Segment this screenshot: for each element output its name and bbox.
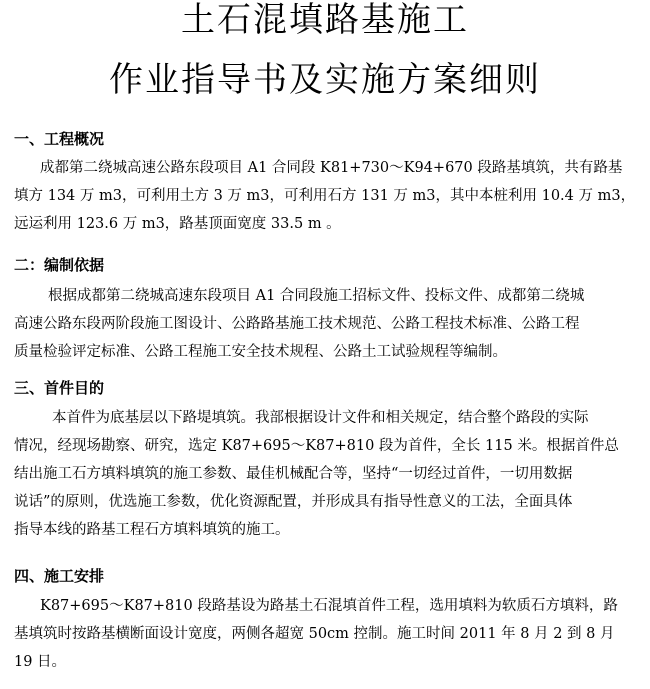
- section-heading-schedule: 四、施工安排: [14, 567, 105, 585]
- section-heading-overview: 一、工程概况: [14, 130, 105, 148]
- paragraph-line: 质量检验评定标准、公路工程施工安全技术规程、公路土工试验规程等编制。: [14, 344, 507, 360]
- paragraph-line: 高速公路东段两阶段施工图设计、公路路基施工技术规范、公路工程技术标准、公路工程: [14, 316, 580, 332]
- section-heading-basis: 二：编制依据: [14, 256, 105, 274]
- paragraph-line: 结出施工石方填料填筑的施工参数、最佳机械配合等，坚持“一切经过首件，一切用数据: [14, 466, 573, 482]
- section-body-purpose: [14, 404, 638, 544]
- document-title-line-1: 土石混填路基施工: [181, 0, 469, 40]
- paragraph-line: 说话”的原则，优选施工参数，优化资源配置，并形成具有指导性意义的工法，全面具体: [14, 494, 573, 510]
- paragraph-line: 填方 134 万 m3，可利用土方 3 万 m3，可利用石方 131 万 m3，其中本桩利用 10.4 万 m3，: [14, 188, 636, 204]
- section-body-basis: [14, 282, 638, 366]
- paragraph-line: 指导本线的路基工程石方填料填筑的施工。: [14, 522, 290, 538]
- paragraph-line: 成都第二绕城高速公路东段项目 A1 合同段 K81+730～K94+670 段路基填筑，共有路基: [40, 160, 623, 176]
- paragraph-line: 远运利用 123.6 万 m3，路基顶面宽度 33.5 m 。: [14, 216, 341, 232]
- paragraph-line: K87+695～K87+810 段路基设为路基土石混填首件工程，选用填料为软质石方填料，路: [40, 598, 618, 614]
- paragraph-line: 本首件为底基层以下路堤填筑。我部根据设计文件和相关规定，结合整个路段的实际: [52, 410, 589, 426]
- section-body-schedule: [14, 592, 638, 676]
- paragraph-line: 19 日。: [14, 654, 67, 670]
- section-body-overview: [14, 154, 638, 238]
- paragraph-line: 根据成都第二绕城高速东段项目 A1 合同段施工招标文件、投标文件、成都第二绕城: [48, 288, 585, 304]
- section-heading-purpose: 三、首件目的: [14, 379, 105, 397]
- document-title-line-2: 作业指导书及实施方案细则: [109, 60, 541, 100]
- paragraph-line: 基填筑时按路基横断面设计宽度，两侧各超宽 50cm 控制。施工时间 2011 年 8 月 2 到 8 月: [14, 626, 615, 642]
- paragraph-line: 情况，经现场勘察、研究，选定 K87+695～K87+810 段为首件，全长 115 米。根据首件总: [14, 438, 619, 454]
